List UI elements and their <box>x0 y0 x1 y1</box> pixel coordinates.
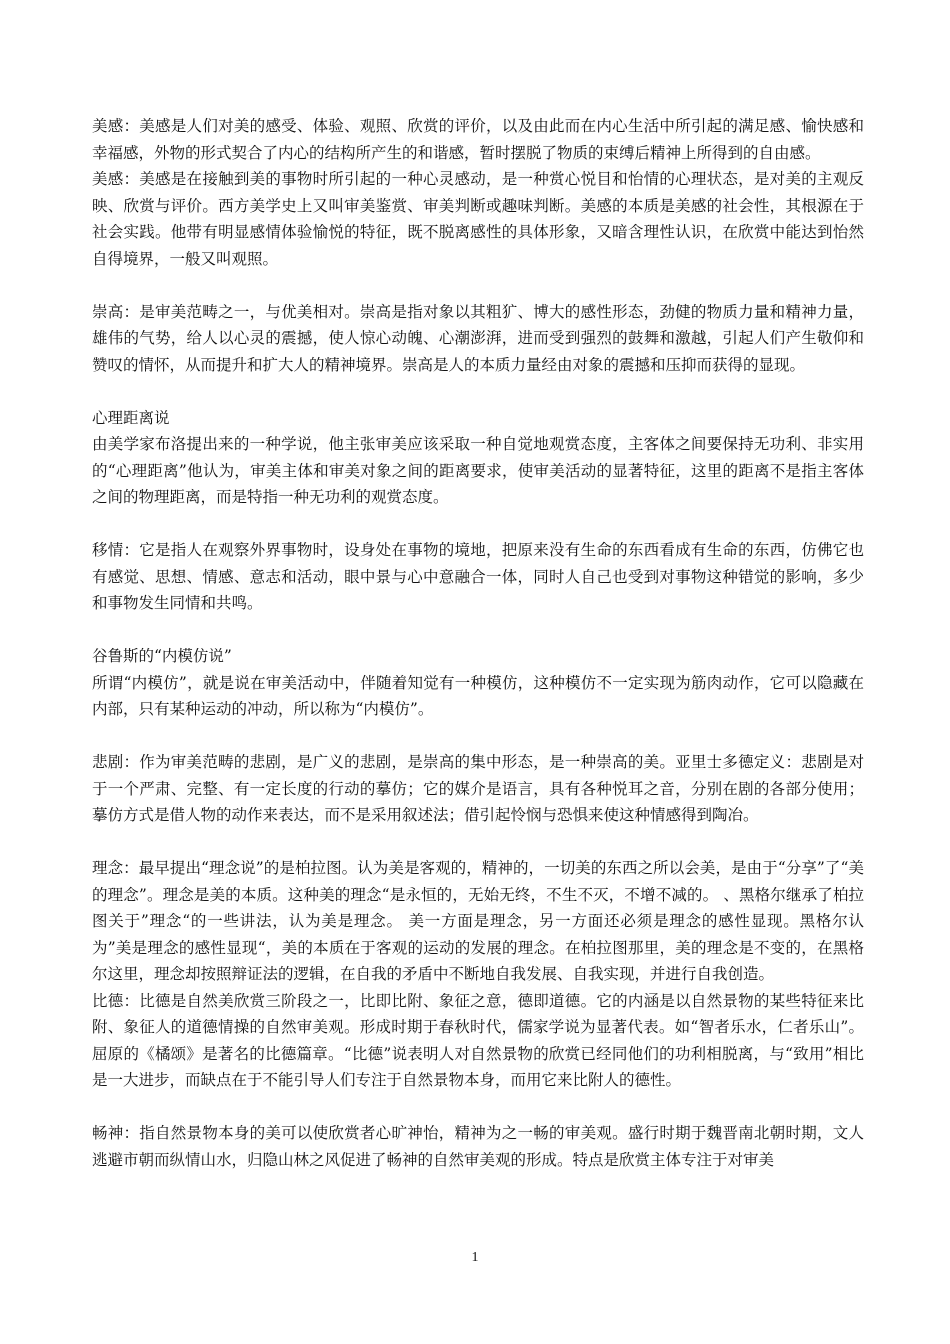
document-body <box>92 113 864 1173</box>
paragraph-spacer <box>92 272 864 299</box>
paragraph-meigan-2: 美感：美感是在接触到美的事物时所引起的一种心灵感动，是一种赏心悦目和怡情的心理状态，是对美的主观反映、欣赏与评价。西方美学史上又叫审美鉴赏、审美判断或趣味判断。美感的本质是美感的社会性，其根源在于社会实践。他带有明显感情体验愉悦的特征，既不脱离感性的具体形象，又暗含理性认识，在欣赏中能达到怡然自得境界，一般又叫观照。 <box>92 170 864 268</box>
paragraph-linian: 理念：最早提出“理念说”的是柏拉图。认为美是客观的，精神的，一切美的东西之所以会美，是由于“分享”了“美的理念”。理念是美的本质。这种美的理念“是永恒的，无始无终，不生不灭，不增不减的。 、黑格尔继承了柏拉图关于”理念“的一些讲法，认为美是理念。 美一方面是理念，另一方面还必须是理念的感性显现。黑格尔认为”美是理念的感性显现“，美的本质在于客观的运动的发展的理念。在柏拉图那里，美的理念是不变的，在黑格尔这里，理念却按照辩证法的逻辑，在自我的矛盾中不断地自我发展、自我实现，并进行自我创造。 <box>92 859 864 983</box>
paragraph-spacer <box>92 378 864 405</box>
paragraph-chonggao: 崇高：是审美范畴之一，与优美相对。崇高是指对象以其粗犷、博大的感性形态，劲健的物质力量和精神力量，雄伟的气势，给人以心灵的震撼，使人惊心动魄、心潮澎湃，进而受到强烈的鼓舞和激越，引起人们产生敬仰和赞叹的情怀，从而提升和扩大人的精神境界。崇高是人的本质力量经由对象的震撼和压抑而获得的显现。 <box>92 302 864 374</box>
paragraph-spacer <box>92 511 864 538</box>
paragraph-xinli-juli: 由美学家布洛提出来的一种学说，他主张审美应该采取一种自觉地观赏态度，主客体之间要保持无功利、非实用的“心理距离”他认为，审美主体和审美对象之间的距离要求，使审美活动的显著特征，这里的距离不是指主客体之间的物理距离，而是特指一种无功利的观赏态度。 <box>92 435 864 506</box>
paragraph-meigan-1: 美感：美感是人们对美的感受、体验、观照、欣赏的评价，以及由此而在内心生活中所引起的满足感、愉快感和幸福感，外物的形式契合了内心的结构所产生的和谐感，暂时摆脱了物质的束缚后精神上所得到的自由感。 <box>92 117 864 162</box>
paragraph-bide: 比德：比德是自然美欣赏三阶段之一，比即比附、象征之意，德即道德。它的内涵是以自然景物的某些特征来比附、象征人的道德情操的自然审美观。形成时期于春秋时代，儒家学说为显著代表。如“智者乐水，仁者乐山”。屈原的《橘颂》是著名的比德篇章。“比德”说表明人对自然景物的欣赏已经同他们的功利相脱离，与“致用”相比是一大进步，而缺点在于不能引导人们专注于自然景物本身，而用它来比附人的德性。 <box>92 991 864 1089</box>
paragraph-spacer <box>92 1094 864 1121</box>
paragraph-spacer <box>92 829 864 856</box>
paragraph-spacer <box>92 723 864 750</box>
paragraph-spacer <box>92 617 864 644</box>
paragraph-yiqing: 移情：它是指人在观察外界事物时，设身处在事物的境地，把原来没有生命的东西看成有生命的东西，仿佛它也有感觉、思想、情感、意志和活动，眼中景与心中意融合一体，同时人自己也受到对事物这种错觉的影响，多少和事物发生同情和共鸣。 <box>92 541 864 612</box>
heading-xinli-juli: 心理距离说 <box>92 408 170 427</box>
page-number: 1 <box>471 1250 479 1265</box>
paragraph-beiju: 悲剧：作为审美范畴的悲剧，是广义的悲剧，是崇高的集中形态，是一种崇高的美。亚里士多德定义：悲剧是对于一个严肃、完整、有一定长度的行动的摹仿；它的媒介是语言，具有各种悦耳之音，分别在剧的各部分使用；摹仿方式是借人物的动作来表达，而不是采用叙述法；借引起怜悯与恐惧来使这种情感得到陶冶。 <box>92 753 864 824</box>
paragraph-nei-mofang: 所谓“内模仿”，就是说在审美活动中，伴随着知觉有一种模仿，这种模仿不一定实现为筋肉动作，它可以隐藏在内部，只有某种运动的冲动，所以称为“内模仿”。 <box>92 673 864 718</box>
paragraph-changshen: 畅神：指自然景物本身的美可以使欣赏者心旷神怡，精神为之一畅的审美观。盛行时期于魏晋南北朝时期，文人逃避市朝而纵情山水，归隐山林之风促进了畅神的自然审美观的形成。特点是欣赏主体专注于对审美 <box>92 1124 864 1169</box>
heading-nei-mofang: 谷鲁斯的“内模仿说” <box>92 647 232 665</box>
